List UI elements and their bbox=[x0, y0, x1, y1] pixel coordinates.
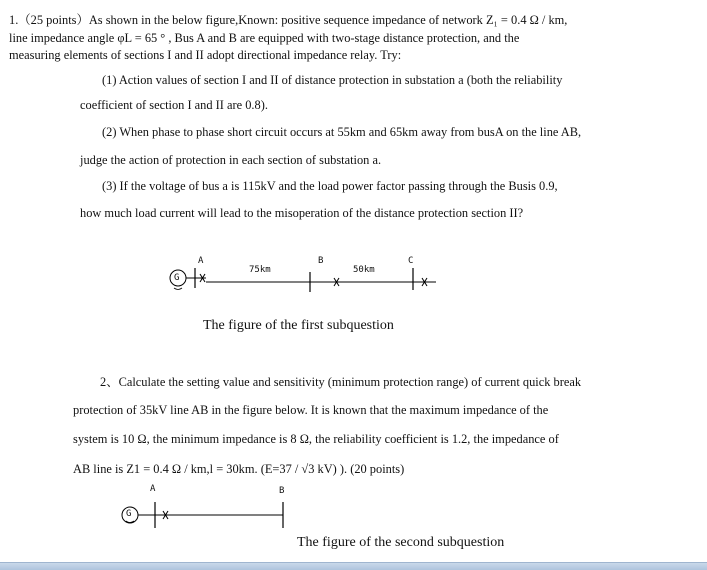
figure-2-bus-b-label: B bbox=[279, 486, 285, 496]
figure-1-generator-label: G bbox=[174, 273, 180, 283]
q1-line-2: line impedance angle φL = 65 ° , Bus A and B are equipped with two-stage distance protection, and the bbox=[9, 31, 520, 45]
figure-1-bus-b-label: B bbox=[318, 256, 324, 266]
figure-1-length-ab: 75km bbox=[249, 265, 271, 275]
figure-2-generator-label: G bbox=[126, 509, 132, 519]
q2-line-3: system is 10 Ω, the minimum impedance is 8 Ω, the reliability coefficient is 1.2, the impedance of bbox=[73, 432, 559, 446]
q1-item-1b: coefficient of section I and II are 0.8). bbox=[80, 98, 268, 112]
q1-item-3a: (3) If the voltage of bus a is 115kV and the load power factor passing through the Busis 0.9, bbox=[102, 179, 558, 193]
q1-line-3: measuring elements of sections I and II adopt directional impedance relay. Try: bbox=[9, 48, 402, 62]
q2-line-1: 2、Calculate the setting value and sensitivity (minimum protection range) of current quick break bbox=[100, 375, 582, 389]
q1-item-1a: (1) Action values of section I and II of distance protection in substation a (both the reliability bbox=[102, 73, 563, 87]
figure-1-caption: The figure of the first subquestion bbox=[203, 318, 394, 333]
figure-2-caption: The figure of the second subquestion bbox=[297, 535, 505, 550]
figure-1-diagram bbox=[160, 250, 460, 300]
q2-line-4: AB line is Z1 = 0.4 Ω / km,l = 30km. (E=37 / √3 kV) ). (20 points) bbox=[73, 462, 405, 476]
figure-2-diagram bbox=[115, 488, 295, 533]
q2-line-2: protection of 35kV line AB in the figure below. It is known that the maximum impedance of the bbox=[73, 403, 549, 417]
figure-1-length-bc: 50km bbox=[353, 265, 375, 275]
figure-1-bus-a-label: A bbox=[198, 256, 204, 266]
figure-2-bus-a-label: A bbox=[150, 484, 156, 494]
q1-item-2b: judge the action of protection in each section of substation a. bbox=[80, 153, 382, 167]
q1-item-2a: (2) When phase to phase short circuit occurs at 55km and 65km away from busA on the line AB, bbox=[102, 125, 582, 139]
figure-1-bus-c-label: C bbox=[408, 256, 414, 266]
q1-line-1: 1.（25 points）As shown in the below figure,Known: positive sequence impedance of network Z₁ = 0.4 Ω / km, bbox=[9, 13, 568, 27]
q1-item-3b: how much load current will lead to the misoperation of the distance protection section II? bbox=[80, 206, 524, 220]
